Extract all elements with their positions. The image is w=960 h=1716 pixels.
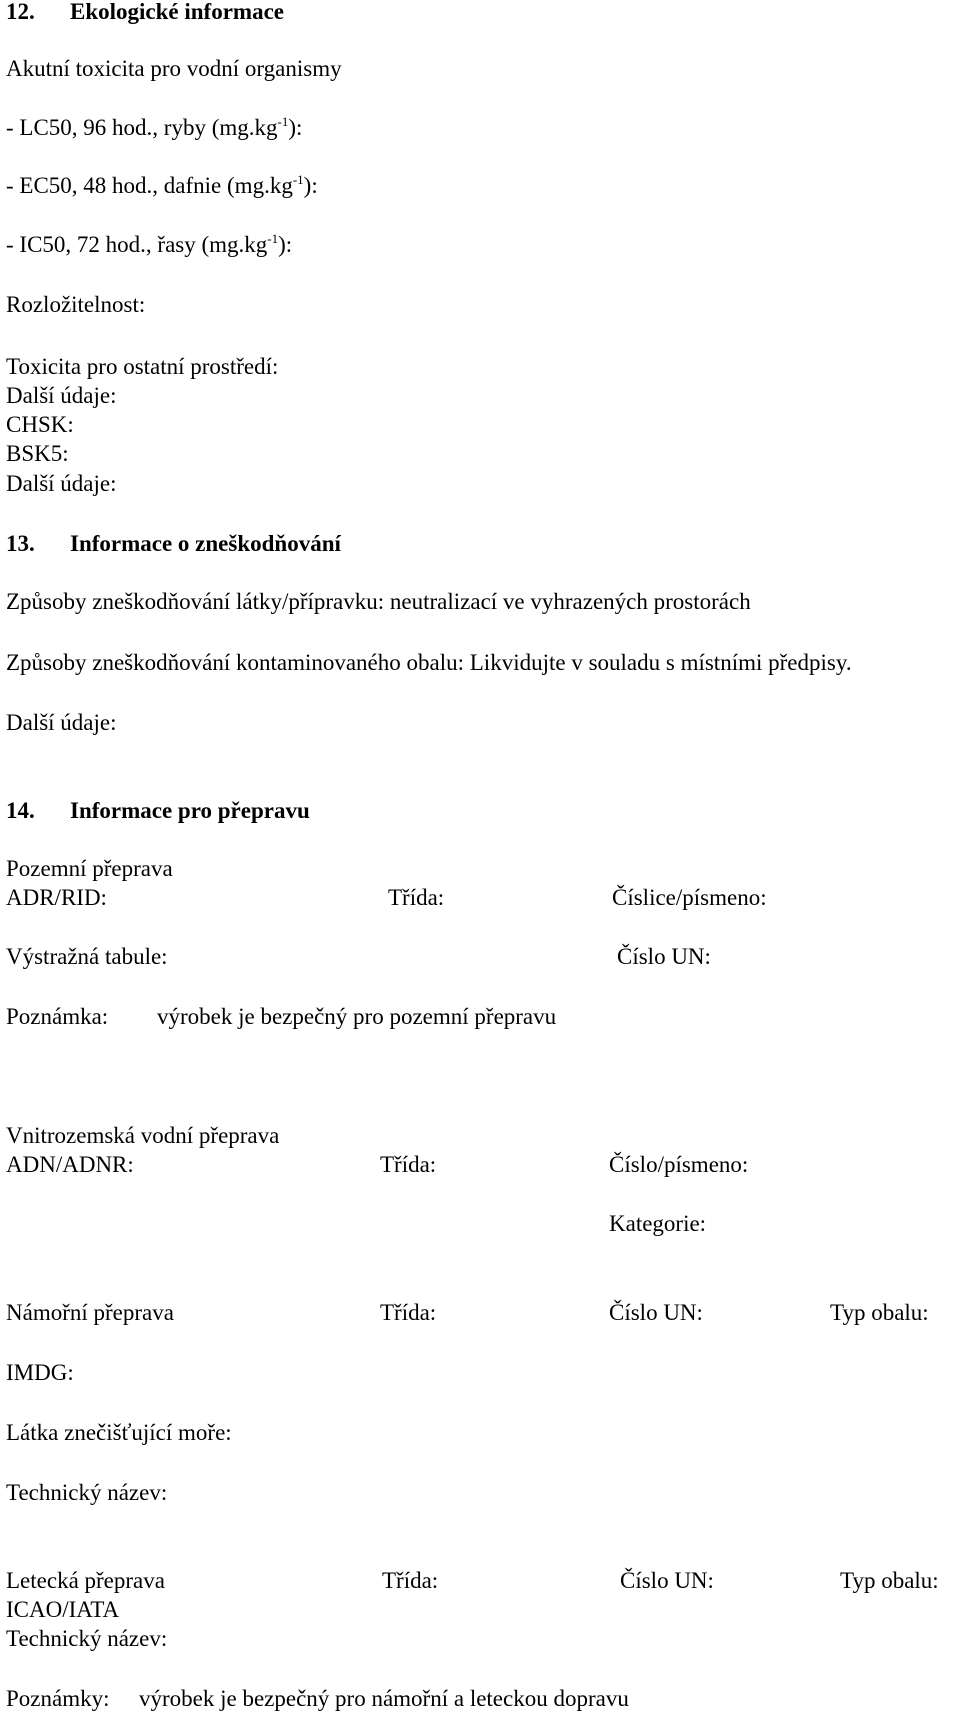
- further-info-label: Další údaje:: [6, 710, 117, 735]
- bsk5-label: BSK5:: [6, 441, 69, 466]
- lc50-line: - LC50, 96 hod., ryby $(mg.kg^{-1})$:: [6, 114, 303, 140]
- section-12-number: 12.: [6, 0, 35, 24]
- air-transport-heading: Letecká přeprava: [6, 1568, 165, 1593]
- note-value: výrobek je bezpečný pro pozemní přepravu: [157, 1004, 557, 1029]
- remarks-label: Poznámky:: [6, 1686, 110, 1711]
- adr-rid-label: ADR/RID:: [6, 885, 107, 910]
- chsk-label: CHSK:: [6, 412, 74, 437]
- code-label: Číslice/písmeno:: [612, 885, 767, 910]
- technical-name-label: Technický název:: [6, 1626, 168, 1651]
- remarks-value: výrobek je bezpečný pro námořní a leteckou dopravu: [139, 1686, 629, 1711]
- marine-pollutant-label: Látka znečišťující moře:: [6, 1420, 232, 1445]
- technical-name-label: Technický název:: [6, 1480, 168, 1505]
- packaging-type-label: Typ obalu:: [840, 1568, 939, 1593]
- other-toxicity-label: Toxicita pro ostatní prostředí:: [6, 354, 279, 379]
- inland-transport-heading: Vnitrozemská vodní přeprava: [6, 1123, 280, 1148]
- code-label: Číslo/písmeno:: [609, 1152, 749, 1177]
- packaging-type-label: Typ obalu:: [830, 1300, 929, 1325]
- section-12-title: Ekologické informace: [70, 0, 284, 24]
- imdg-label: IMDG:: [6, 1360, 74, 1385]
- category-label: Kategorie:: [609, 1211, 707, 1236]
- ic50-line: - IC50, 72 hod., řasy $(mg.kg^{-1})$:: [6, 231, 293, 257]
- section-13-title: Informace o zneškodňování: [70, 531, 341, 556]
- degradability-label: Rozložitelnost:: [6, 292, 146, 317]
- disposal-packaging-text: Způsoby zneškodňování kontaminovaného obalu: Likvidujte v souladu s místními předpisy.: [6, 650, 852, 675]
- ec50-line: - EC50, 48 hod., dafnie $(mg.kg^{-1})$:: [6, 172, 318, 198]
- section-14-title: Informace pro přepravu: [70, 798, 310, 823]
- section-14-number: 14.: [6, 798, 35, 823]
- un-number-label: Číslo UN:: [620, 1568, 714, 1593]
- further-info-label: Další údaje:: [6, 383, 117, 408]
- disposal-substance-text: Způsoby zneškodňování látky/přípravku: neutralizací ve vyhrazených prostorách: [6, 589, 751, 614]
- class-label: Třída:: [380, 1152, 437, 1177]
- class-label: Třída:: [388, 885, 445, 910]
- icao-iata-label: ICAO/IATA: [6, 1597, 120, 1622]
- class-label: Třída:: [380, 1300, 437, 1325]
- aquatic-toxicity-heading: Akutní toxicita pro vodní organismy: [6, 56, 342, 81]
- land-transport-heading: Pozemní přeprava: [6, 856, 173, 881]
- adn-adnr-label: ADN/ADNR:: [6, 1152, 134, 1177]
- un-number-label: Číslo UN:: [617, 944, 711, 969]
- warning-plate-label: Výstražná tabule:: [6, 944, 168, 969]
- sea-transport-heading: Námořní přeprava: [6, 1300, 174, 1325]
- section-13-number: 13.: [6, 531, 35, 556]
- un-number-label: Číslo UN:: [609, 1300, 703, 1325]
- further-info-label: Další údaje:: [6, 471, 117, 496]
- note-label: Poznámka:: [6, 1004, 109, 1029]
- class-label: Třída:: [382, 1568, 439, 1593]
